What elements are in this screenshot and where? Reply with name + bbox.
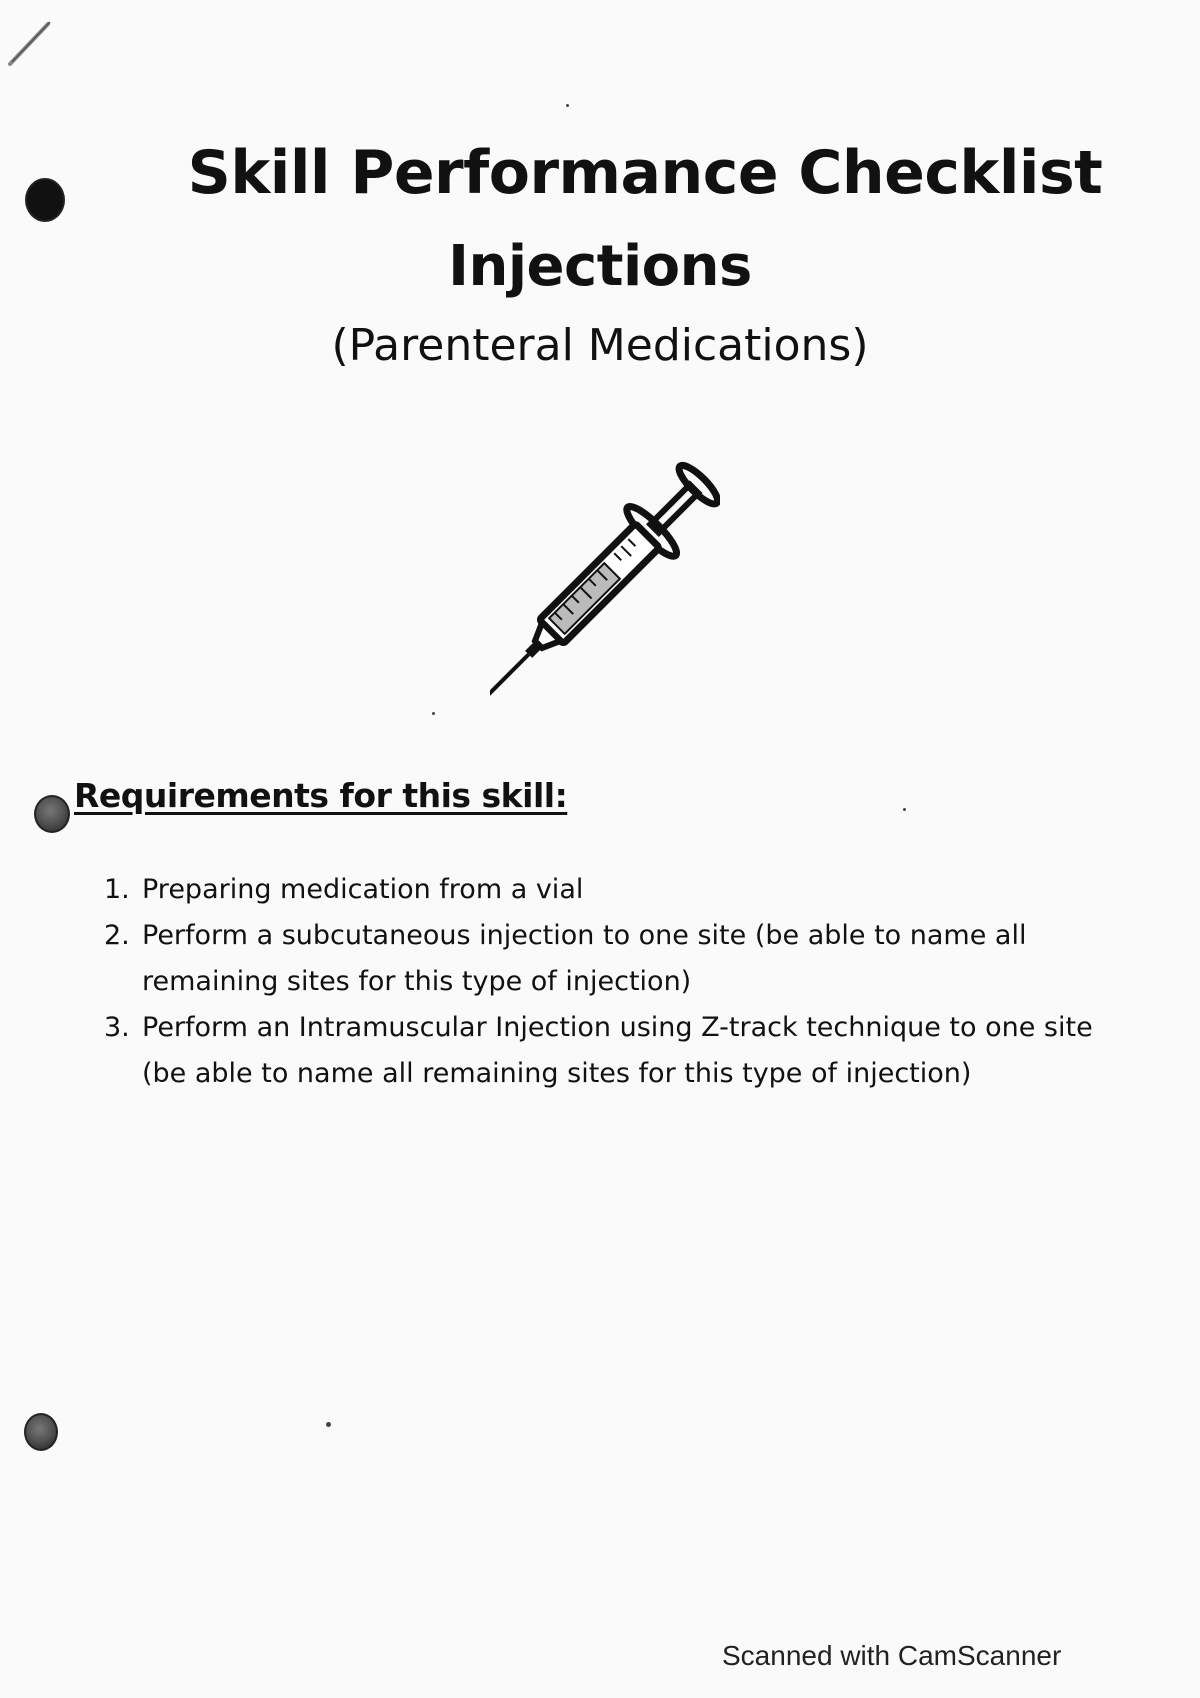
requirements-heading: Requirements for this skill: — [74, 776, 568, 815]
list-item — [104, 867, 1134, 913]
document-title: Skill Performance Checklist — [187, 138, 1103, 208]
list-item-text: Perform a subcutaneous injection to one site (be able to name all remaining sites for this type of injection) — [142, 920, 1027, 997]
document-subtitle: Injections — [448, 234, 752, 299]
requirements-list — [104, 867, 1134, 1097]
list-item-text: Perform an Intramuscular Injection using Z-track technique to one site (be able to name all remaining sites for this type of injection) — [142, 1012, 1093, 1089]
scan-speck — [903, 808, 906, 811]
scan-speck — [326, 1422, 331, 1427]
list-item-number: 2. — [104, 920, 130, 951]
syringe-icon — [490, 448, 720, 708]
list-item — [104, 913, 1134, 1005]
scan-speck — [432, 712, 435, 715]
pencil-mark-icon — [4, 18, 54, 70]
punch-hole — [34, 795, 70, 833]
list-item-number: 1. — [104, 874, 130, 905]
punch-hole — [24, 1413, 58, 1451]
list-item-text: Preparing medication from a vial — [142, 874, 584, 905]
list-item-number: 3. — [104, 1012, 130, 1043]
camscanner-watermark: Scanned with CamScanner — [722, 1640, 1062, 1671]
scan-speck — [566, 104, 569, 107]
document-subheading: (Parenteral Medications) — [331, 320, 869, 371]
list-item — [104, 1005, 1134, 1097]
